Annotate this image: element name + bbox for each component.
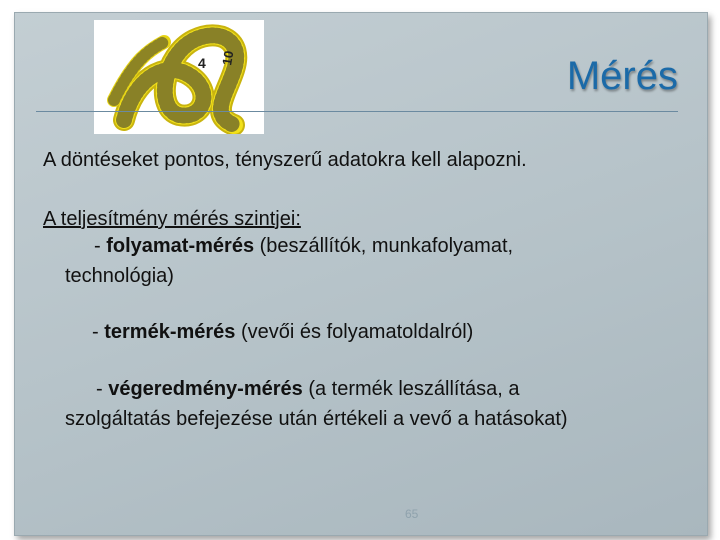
intro-sentence: A döntéseket pontos, tényszerű adatokra kell alapozni.	[43, 149, 527, 171]
term-process: folyamat-mérés	[106, 235, 255, 257]
term-product: termék-mérés	[104, 321, 236, 343]
list-item-product: - termék-mérés (vevői és folyamatoldalról)	[92, 321, 474, 343]
list-item-process-cont: technológia)	[65, 265, 174, 287]
slide-title: Mérés	[566, 54, 678, 98]
list-item-outcome: - végeredmény-mérés (a termék leszállítása, a	[96, 378, 520, 400]
list-item-outcome-cont: szolgáltatás befejezése után értékeli a vevő a hatásokat)	[65, 408, 568, 430]
tape-mark-4: 4	[198, 55, 206, 71]
list-item-process: - folyamat-mérés (beszállítók, munkafolyamat,	[94, 235, 514, 257]
measuring-tape-icon	[94, 20, 264, 134]
term-outcome: végeredmény-mérés	[108, 378, 303, 400]
tape-mark-10: 10	[219, 49, 237, 67]
page-number: 65	[405, 507, 419, 521]
title-divider	[36, 111, 678, 112]
measuring-tape-image	[94, 20, 264, 134]
levels-heading: A teljesítmény mérés szintjei:	[43, 208, 301, 230]
